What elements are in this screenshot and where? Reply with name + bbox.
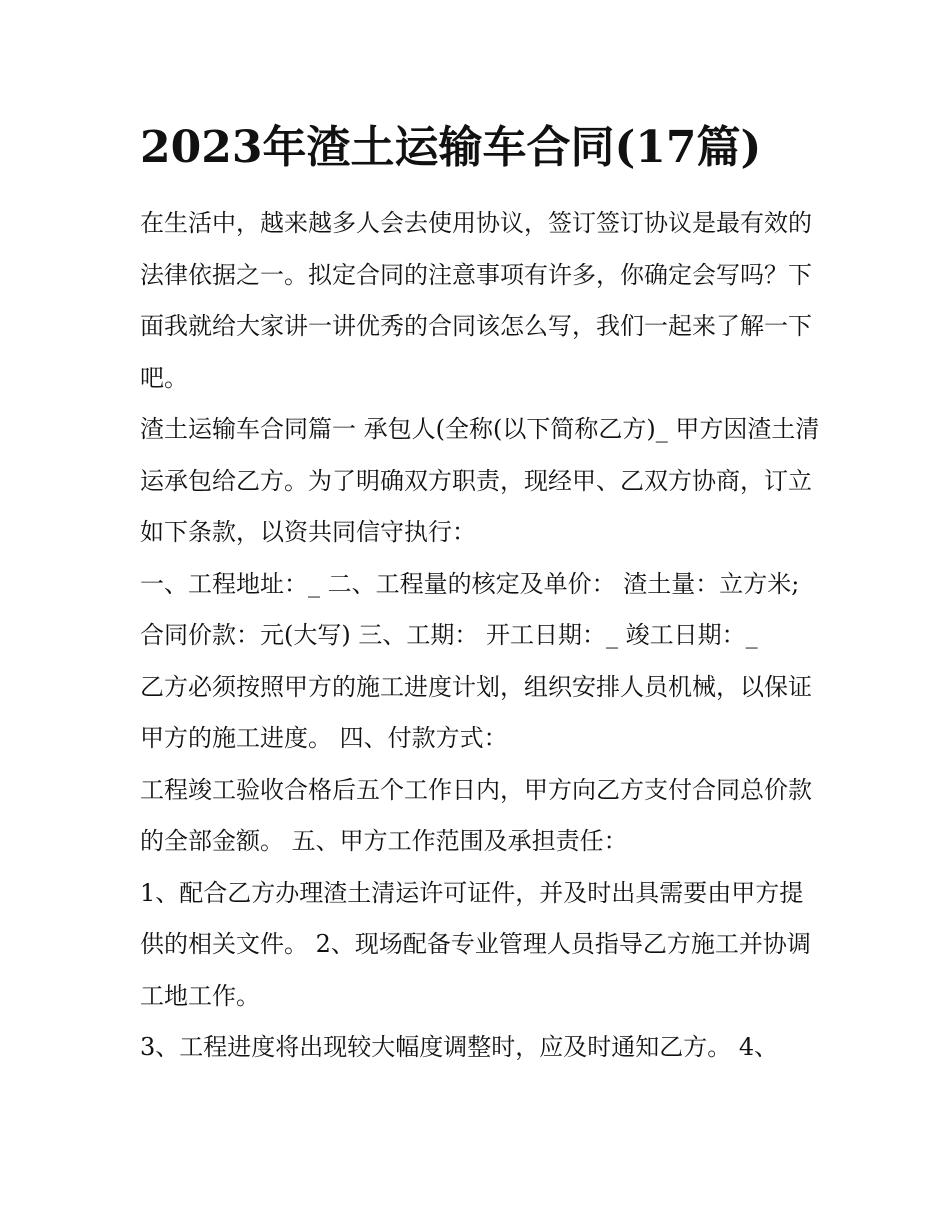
paragraph-party-a-duties: 1、配合乙方办理渣土清运许可证件，并及时出具需要由甲方提供的相关文件。 2、现场配备专业管理人员指导乙方施工并协调工地工作。 <box>140 878 811 1010</box>
paragraph-project-terms: 一、工程地址：_ 二、工程量的核定及单价： 渣土量：立方米; 合同价款：元(大写) 三、工期： 开工日期：_ 竣工日期：_ <box>140 569 807 649</box>
paragraph-intro: 在生活中，越来越多人会去使用协议，签订签订协议是最有效的法律依据之一。拟定合同的注意事项有许多，你确定会写吗？下面我就给大家讲一讲优秀的合同该怎么写，我们一起来了解一下吧。 <box>140 209 812 392</box>
document-body <box>140 198 820 1074</box>
document-title: 2023年渣土运输车合同(17篇) <box>140 122 762 173</box>
paragraph-progress-notice: 3、工程进度将出现较大幅度调整时，应及时通知乙方。 4、 <box>140 1033 779 1061</box>
paragraph-contract-header: 渣土运输车合同篇一 承包人(全称(以下简称乙方)_ 甲方因渣土清运承包给乙方。为了明确双方职责，现经甲、乙双方协商，订立如下条款，以资共同信守执行： <box>140 415 820 546</box>
paragraph-payment: 工程竣工验收合格后五个工作日内，甲方向乙方支付合同总价款的全部金额。 五、甲方工作范围及承担责任： <box>140 775 812 855</box>
paragraph-schedule: 乙方必须按照甲方的施工进度计划，组织安排人员机械，以保证甲方的施工进度。 四、付款方式： <box>140 672 812 752</box>
